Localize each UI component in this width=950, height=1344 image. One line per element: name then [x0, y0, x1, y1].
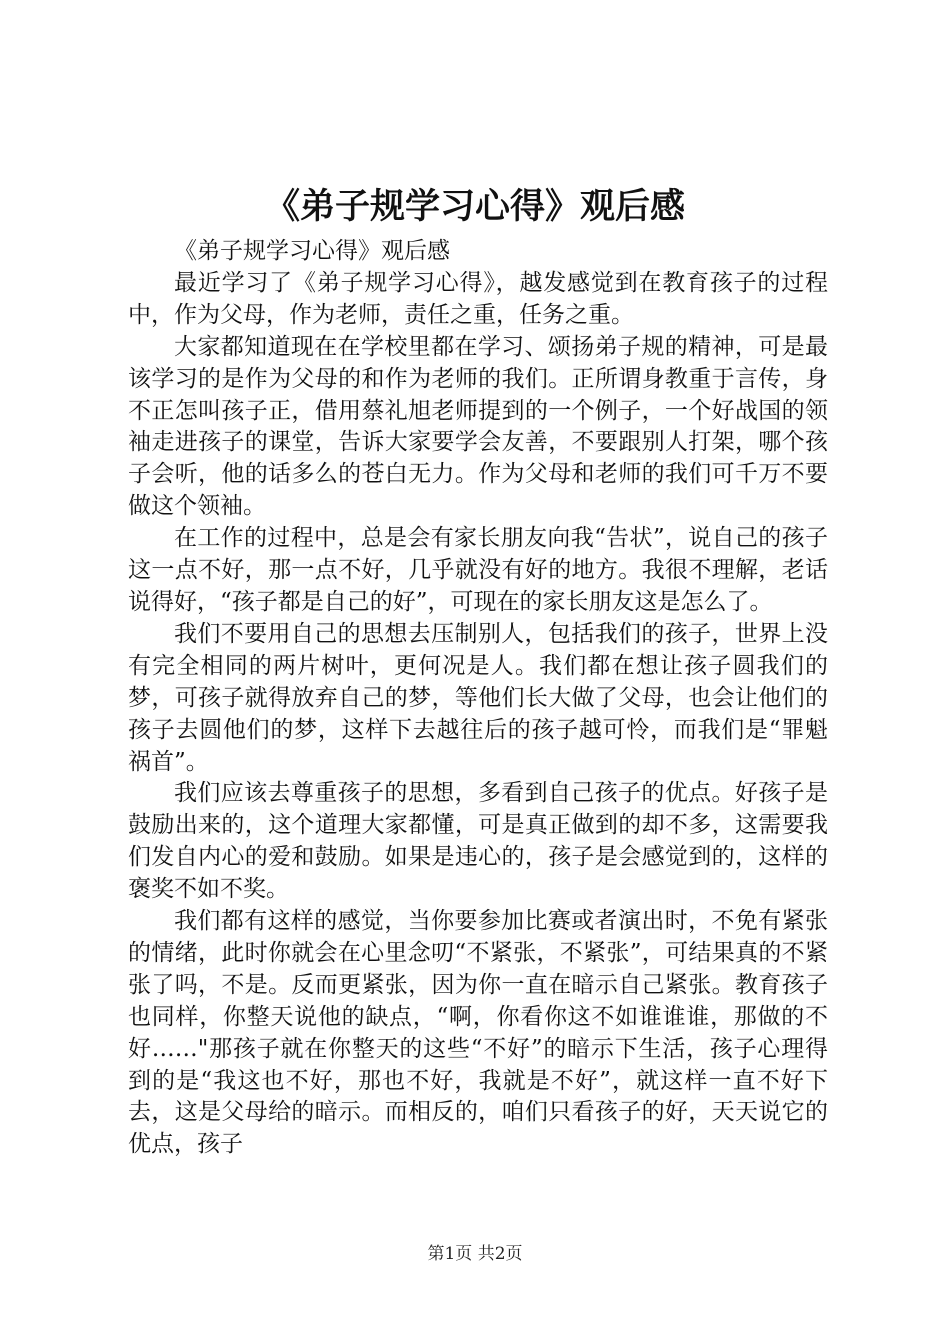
paragraph: 我们不要用自己的思想去压制别人，包括我们的孩子，世界上没有完全相同的两片树叶，更何况是人。我们都在想让孩子圆我们的梦，可孩子就得放弃自己的梦，等他们长大做了父母，也会让他们的孩子去圆他们的梦，这样下去越往后的孩子越可怜，而我们是“罪魁祸首”。	[128, 620, 828, 775]
page-footer: 第1页 共2页	[427, 1244, 523, 1264]
paragraph: 大家都知道现在在学校里都在学习、颂扬弟子规的精神，可是最该学习的是作为父母的和作为老师的我们。正所谓身教重于言传，身不正怎叫孩子正，借用蔡礼旭老师提到的一个例子，一个好战国的领袖走进孩子的课堂，告诉大家要学会友善，不要跟别人打架，哪个孩子会听，他的话多么的苍白无力。作为父母和老师的我们可千万不要做这个领袖。	[128, 333, 828, 520]
document-title: 《弟子规学习心得》观后感	[264, 186, 685, 227]
paragraph: 《弟子规学习心得》观后感	[174, 238, 450, 264]
paragraph: 在工作的过程中，总是会有家长朋友向我“告状”，说自己的孩子这一点不好，那一点不好，几乎就没有好的地方。我很不理解，老话说得好，“孩子都是自己的好”，可现在的家长朋友这是怎么了。	[128, 525, 828, 615]
paragraph: 我们都有这样的感觉，当你要参加比赛或者演出时，不免有紧张的情绪，此时你就会在心里念叨“不紧张，不紧张”，可结果真的不紧张了吗，不是。反而更紧张，因为你一直在暗示自己紧张。教育孩子也同样，你整天说他的缺点，“啊，你看你这不如谁谁谁，那做的不好……"那孩子就在你整天的这些“不好”的暗示下生活，孩子心理得到的是“我这也不好，那也不好，我就是不好”，就这样一直不好下去，这是父母给的暗示。而相反的，咱们只看孩子的好，天天说它的优点，孩子	[128, 908, 828, 1158]
paragraph: 最近学习了《弟子规学习心得》，越发感觉到在教育孩子的过程中，作为父母，作为老师，责任之重，任务之重。	[128, 269, 828, 328]
paragraph: 我们应该去尊重孩子的思想，多看到自己孩子的优点。好孩子是鼓励出来的，这个道理大家都懂，可是真正做到的却不多，这需要我们发自内心的爱和鼓励。如果是违心的，孩子是会感觉到的，这样的褒奖不如不奖。	[128, 780, 828, 903]
document-body	[128, 236, 828, 1161]
